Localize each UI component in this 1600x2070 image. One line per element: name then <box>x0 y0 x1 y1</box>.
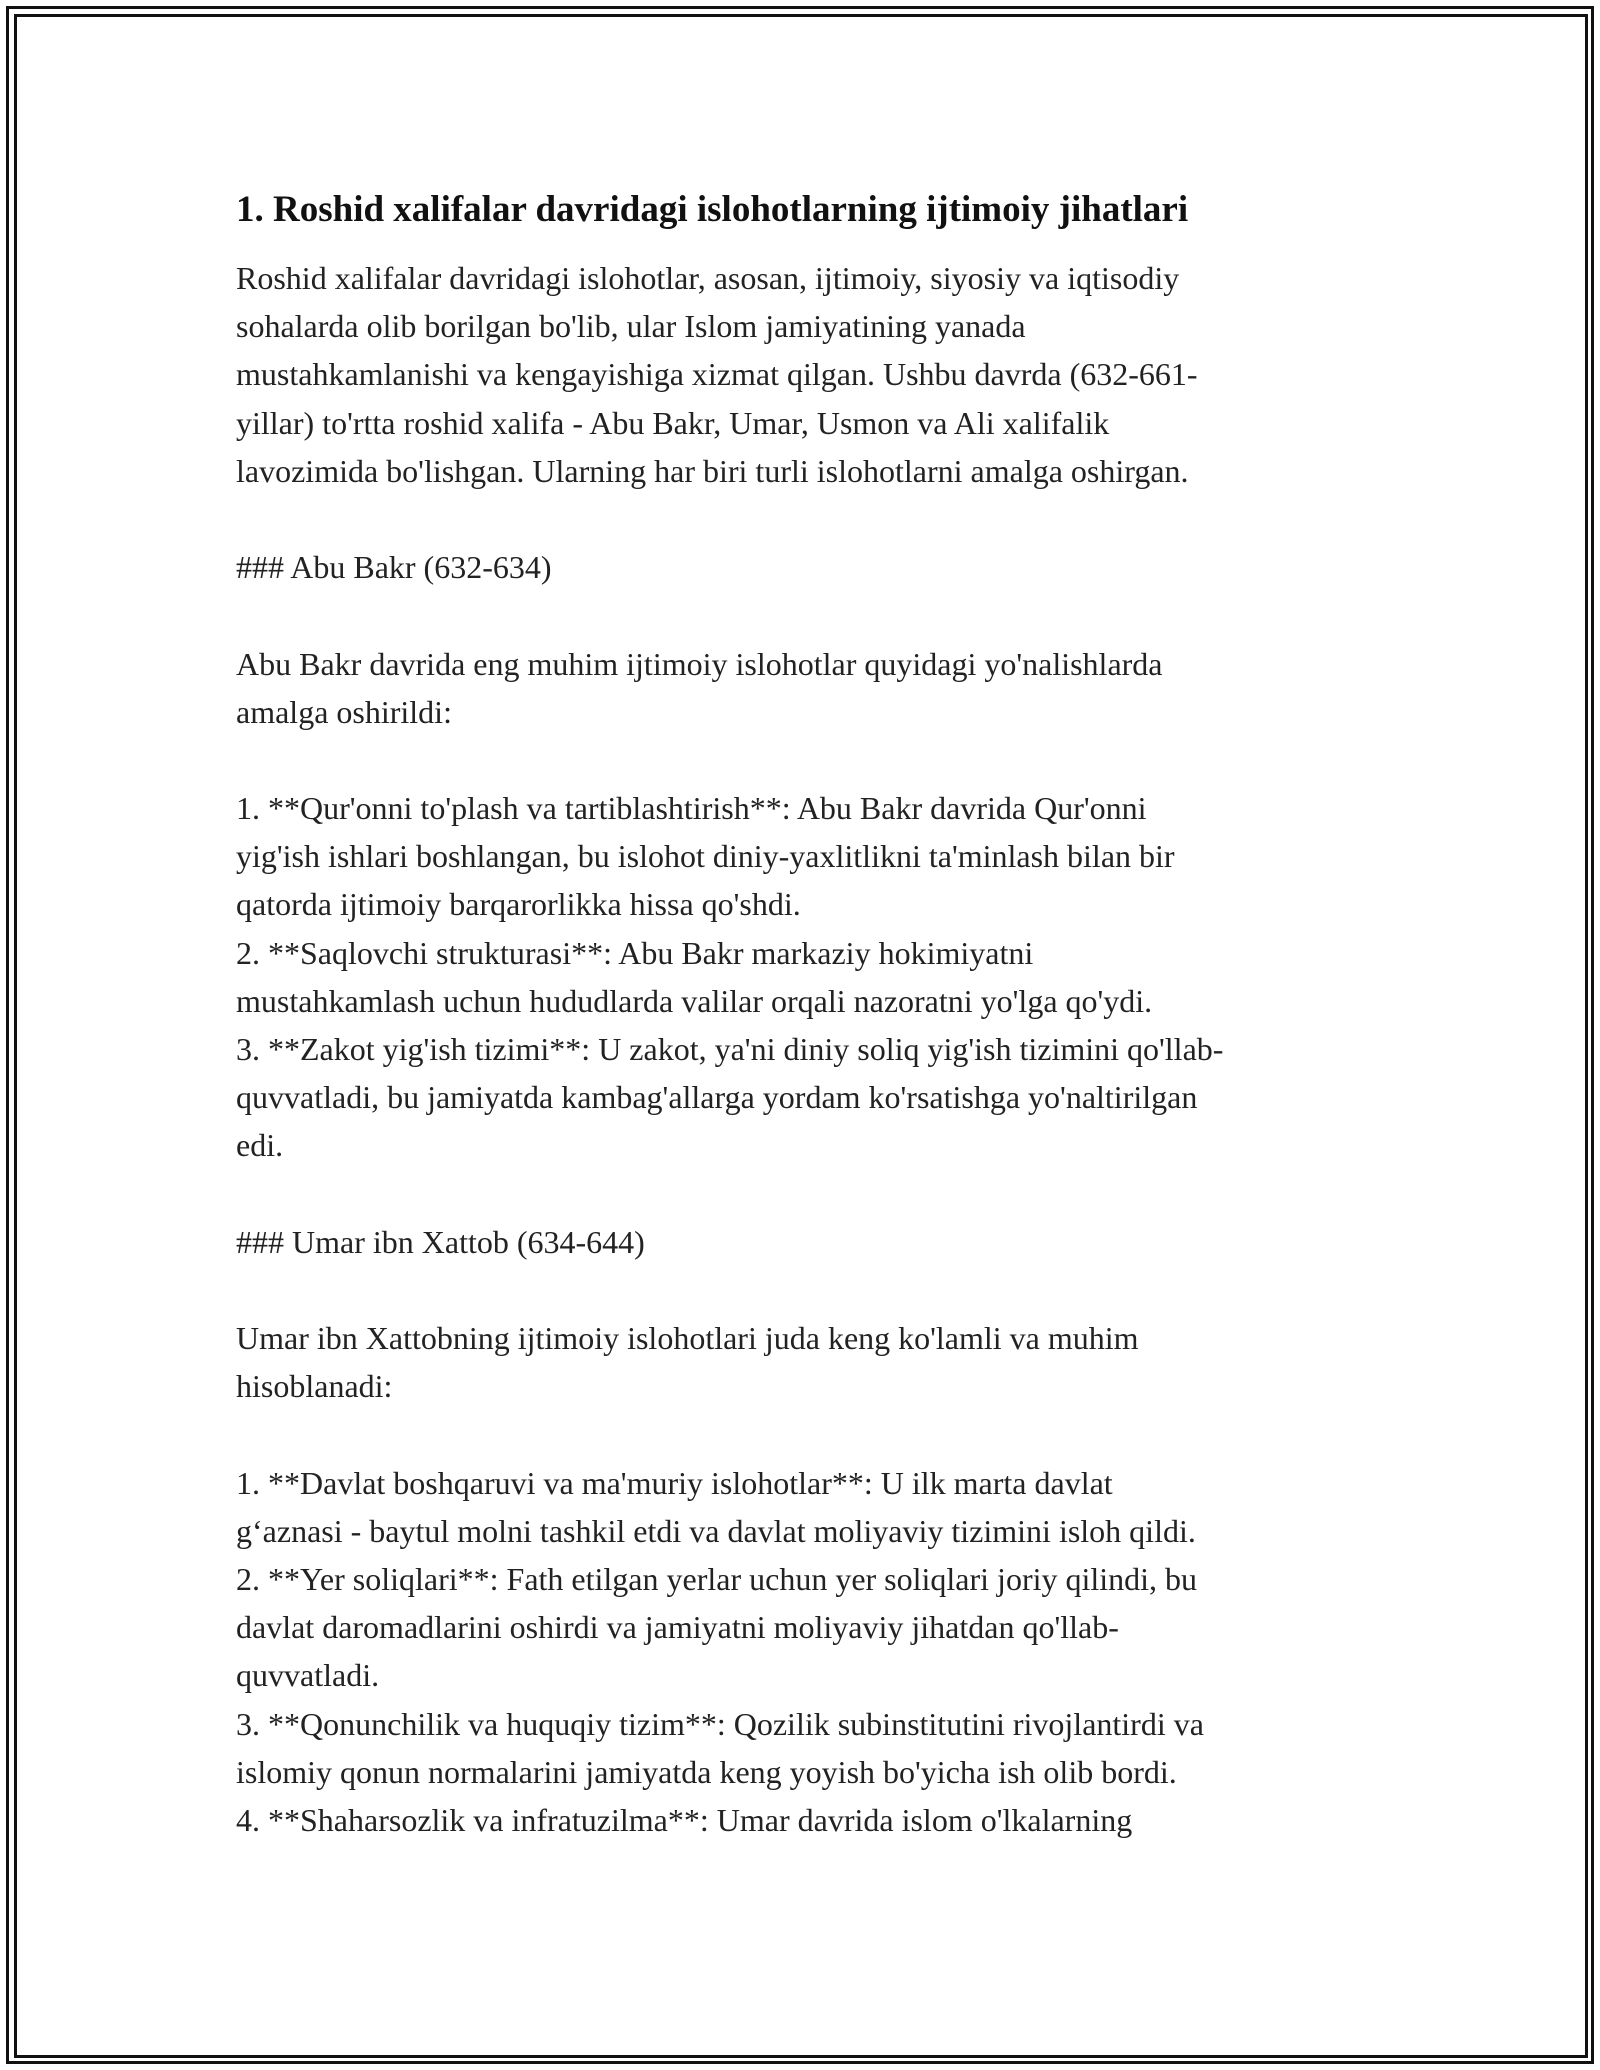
text-line: quvvatladi, bu jamiyatda kambag'allarga yordam ko'rsatishga yo'naltirilgan <box>236 1079 1198 1116</box>
section-heading-line: ### Abu Bakr (632-634) <box>236 549 552 586</box>
text-line: quvvatladi. <box>236 1657 380 1694</box>
text-line: yig'ish ishlari boshlangan, bu islohot diniy-yaxlitlikni ta'minlash bilan bir <box>236 838 1175 875</box>
text-line: 1. **Davlat boshqaruvi va ma'muriy islohotlar**: U ilk marta davlat <box>236 1464 1113 1501</box>
blank-line <box>236 1266 1376 1314</box>
blank-line <box>236 1170 1376 1218</box>
text-line: davlat daromadlarini oshirdi va jamiyatni moliyaviy jihatdan qo'llab- <box>236 1609 1119 1646</box>
text-line: mustahkamlash uchun hududlarda valilar orqali nazoratni yo'lga qo'ydi. <box>236 982 1153 1019</box>
text-line: 2. **Yer soliqlari**: Fath etilgan yerlar uchun yer soliqlari joriy qilindi, bu <box>236 1561 1198 1598</box>
text-line: sohalarda olib borilgan bo'lib, ular Islom jamiyatining yanada <box>236 308 1026 345</box>
blank-line <box>236 1411 1376 1459</box>
document-text <box>236 254 1376 1844</box>
text-line: lavozimida bo'lishgan. Ularning har biri turli islohotlarni amalga oshirgan. <box>236 452 1189 489</box>
blank-line <box>236 736 1376 784</box>
text-line: Umar ibn Xattobning ijtimoiy islohotlari juda keng ko'lamli va muhim <box>236 1320 1139 1357</box>
text-line: yillar) to'rtta roshid xalifa - Abu Bakr, Umar, Usmon va Ali xalifalik <box>236 404 1110 441</box>
text-line: 4. **Shaharsozlik va infratuzilma**: Umar davrida islom o'lkalarning <box>236 1802 1133 1838</box>
text-line: amalga oshirildi: <box>236 693 452 730</box>
blank-line <box>236 591 1376 639</box>
text-line: 3. **Zakot yig'ish tizimi**: U zakot, ya'ni diniy soliq yig'ish tizimini qo'llab- <box>236 1031 1224 1067</box>
text-line: Roshid xalifalar davridagi islohotlar, asosan, ijtimoiy, siyosiy va iqtisodiy <box>236 260 1180 296</box>
blank-line <box>236 495 1376 543</box>
text-line: islomiy qonun normalarini jamiyatda keng yoyish bo'yicha ish olib bordi. <box>236 1753 1177 1790</box>
text-line: qatorda ijtimoiy barqarorlikka hissa qo'shdi. <box>236 886 801 923</box>
document-body <box>236 186 1376 1844</box>
text-line: 2. **Saqlovchi strukturasi**: Abu Bakr markaziy hokimiyatni <box>236 934 1034 971</box>
text-line: Abu Bakr davrida eng muhim ijtimoiy islohotlar quyidagi yo'nalishlarda <box>236 645 1163 682</box>
text-line: g‘aznasi - baytul molni tashkil etdi va davlat moliyaviy tizimini isloh qildi. <box>236 1512 1196 1549</box>
text-line: 1. **Qur'onni to'plash va tartiblashtirish**: Abu Bakr davrida Qur'onni <box>236 790 1147 827</box>
text-line: mustahkamlanishi va kengayishiga xizmat qilgan. Ushbu davrda (632-661- <box>236 356 1198 393</box>
document-title: 1. Roshid xalifalar davridagi islohotlarning ijtimoiy jihatlari <box>236 189 1189 230</box>
text-line: 3. **Qonunchilik va huquqiy tizim**: Qozilik subinstitutini rivojlantirdi va <box>236 1705 1204 1742</box>
text-line: edi. <box>236 1127 284 1164</box>
section-heading-line: ### Umar ibn Xattob (634-644) <box>236 1223 645 1260</box>
text-line: hisoblanadi: <box>236 1368 393 1405</box>
